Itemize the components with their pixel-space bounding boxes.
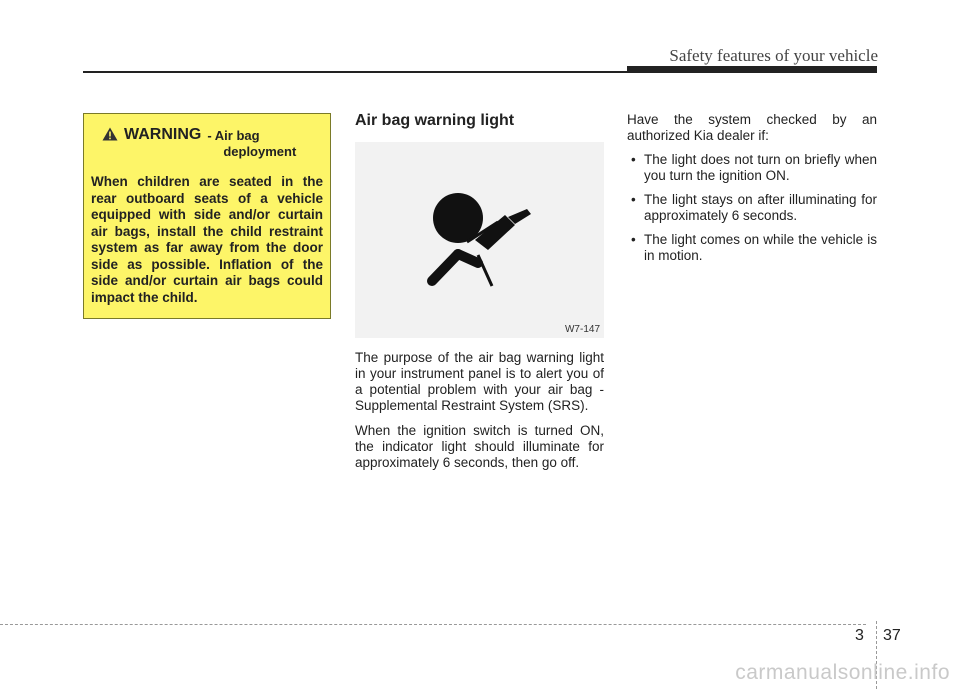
main-column: [355, 112, 604, 480]
section-title: Safety features of your vehicle: [669, 46, 878, 65]
header-rule-thick: [627, 66, 877, 71]
page-number: 37: [883, 627, 901, 644]
list-item: • The light does not turn on briefly when you turn the ignition ON.: [627, 152, 877, 184]
footer-rule: [0, 624, 866, 625]
bullet-list: [627, 152, 877, 264]
figure-code: W7-147: [564, 324, 600, 335]
airbag-warning-icon: [355, 142, 604, 338]
warning-triangle-icon: [102, 127, 118, 141]
airbag-figure: [355, 142, 604, 338]
warning-label: WARNING: [124, 126, 202, 143]
header-rule: [83, 71, 877, 73]
watermark: carmanualsonline.info: [735, 661, 950, 684]
right-column: [627, 112, 877, 272]
warning-box: [83, 113, 331, 319]
paragraph: The purpose of the air bag warning light in your instrument panel is to alert you of a potential problem with your air bag - Supplemental Restraint System (SRS).: [355, 350, 604, 413]
warning-subtitle: [207, 128, 296, 160]
warning-subtitle-line1: - Air bag: [207, 128, 260, 143]
list-item: • The light comes on while the vehicle is in motion.: [627, 232, 877, 264]
warning-subtitle-line2: deployment: [223, 144, 297, 159]
section-heading: Air bag warning light: [355, 112, 515, 129]
intro-text: Have the system checked by an authorized Kia dealer if:: [627, 112, 877, 143]
warning-title: [91, 126, 323, 170]
list-item: • The light stays on after illuminating for approximately 6 seconds.: [627, 192, 877, 224]
warning-body: When children are seated in the rear outboard seats of a vehicle equipped with side and/or curtain air bags, install the child restraint system as far away from the door side as possible. Inflation of the side and/or curtain air bags could impact the child.: [91, 174, 323, 305]
paragraph: When the ignition switch is turned ON, the indicator light should illuminate for approximately 6 seconds, then go off.: [355, 423, 604, 470]
chapter-number: 3: [855, 627, 864, 644]
